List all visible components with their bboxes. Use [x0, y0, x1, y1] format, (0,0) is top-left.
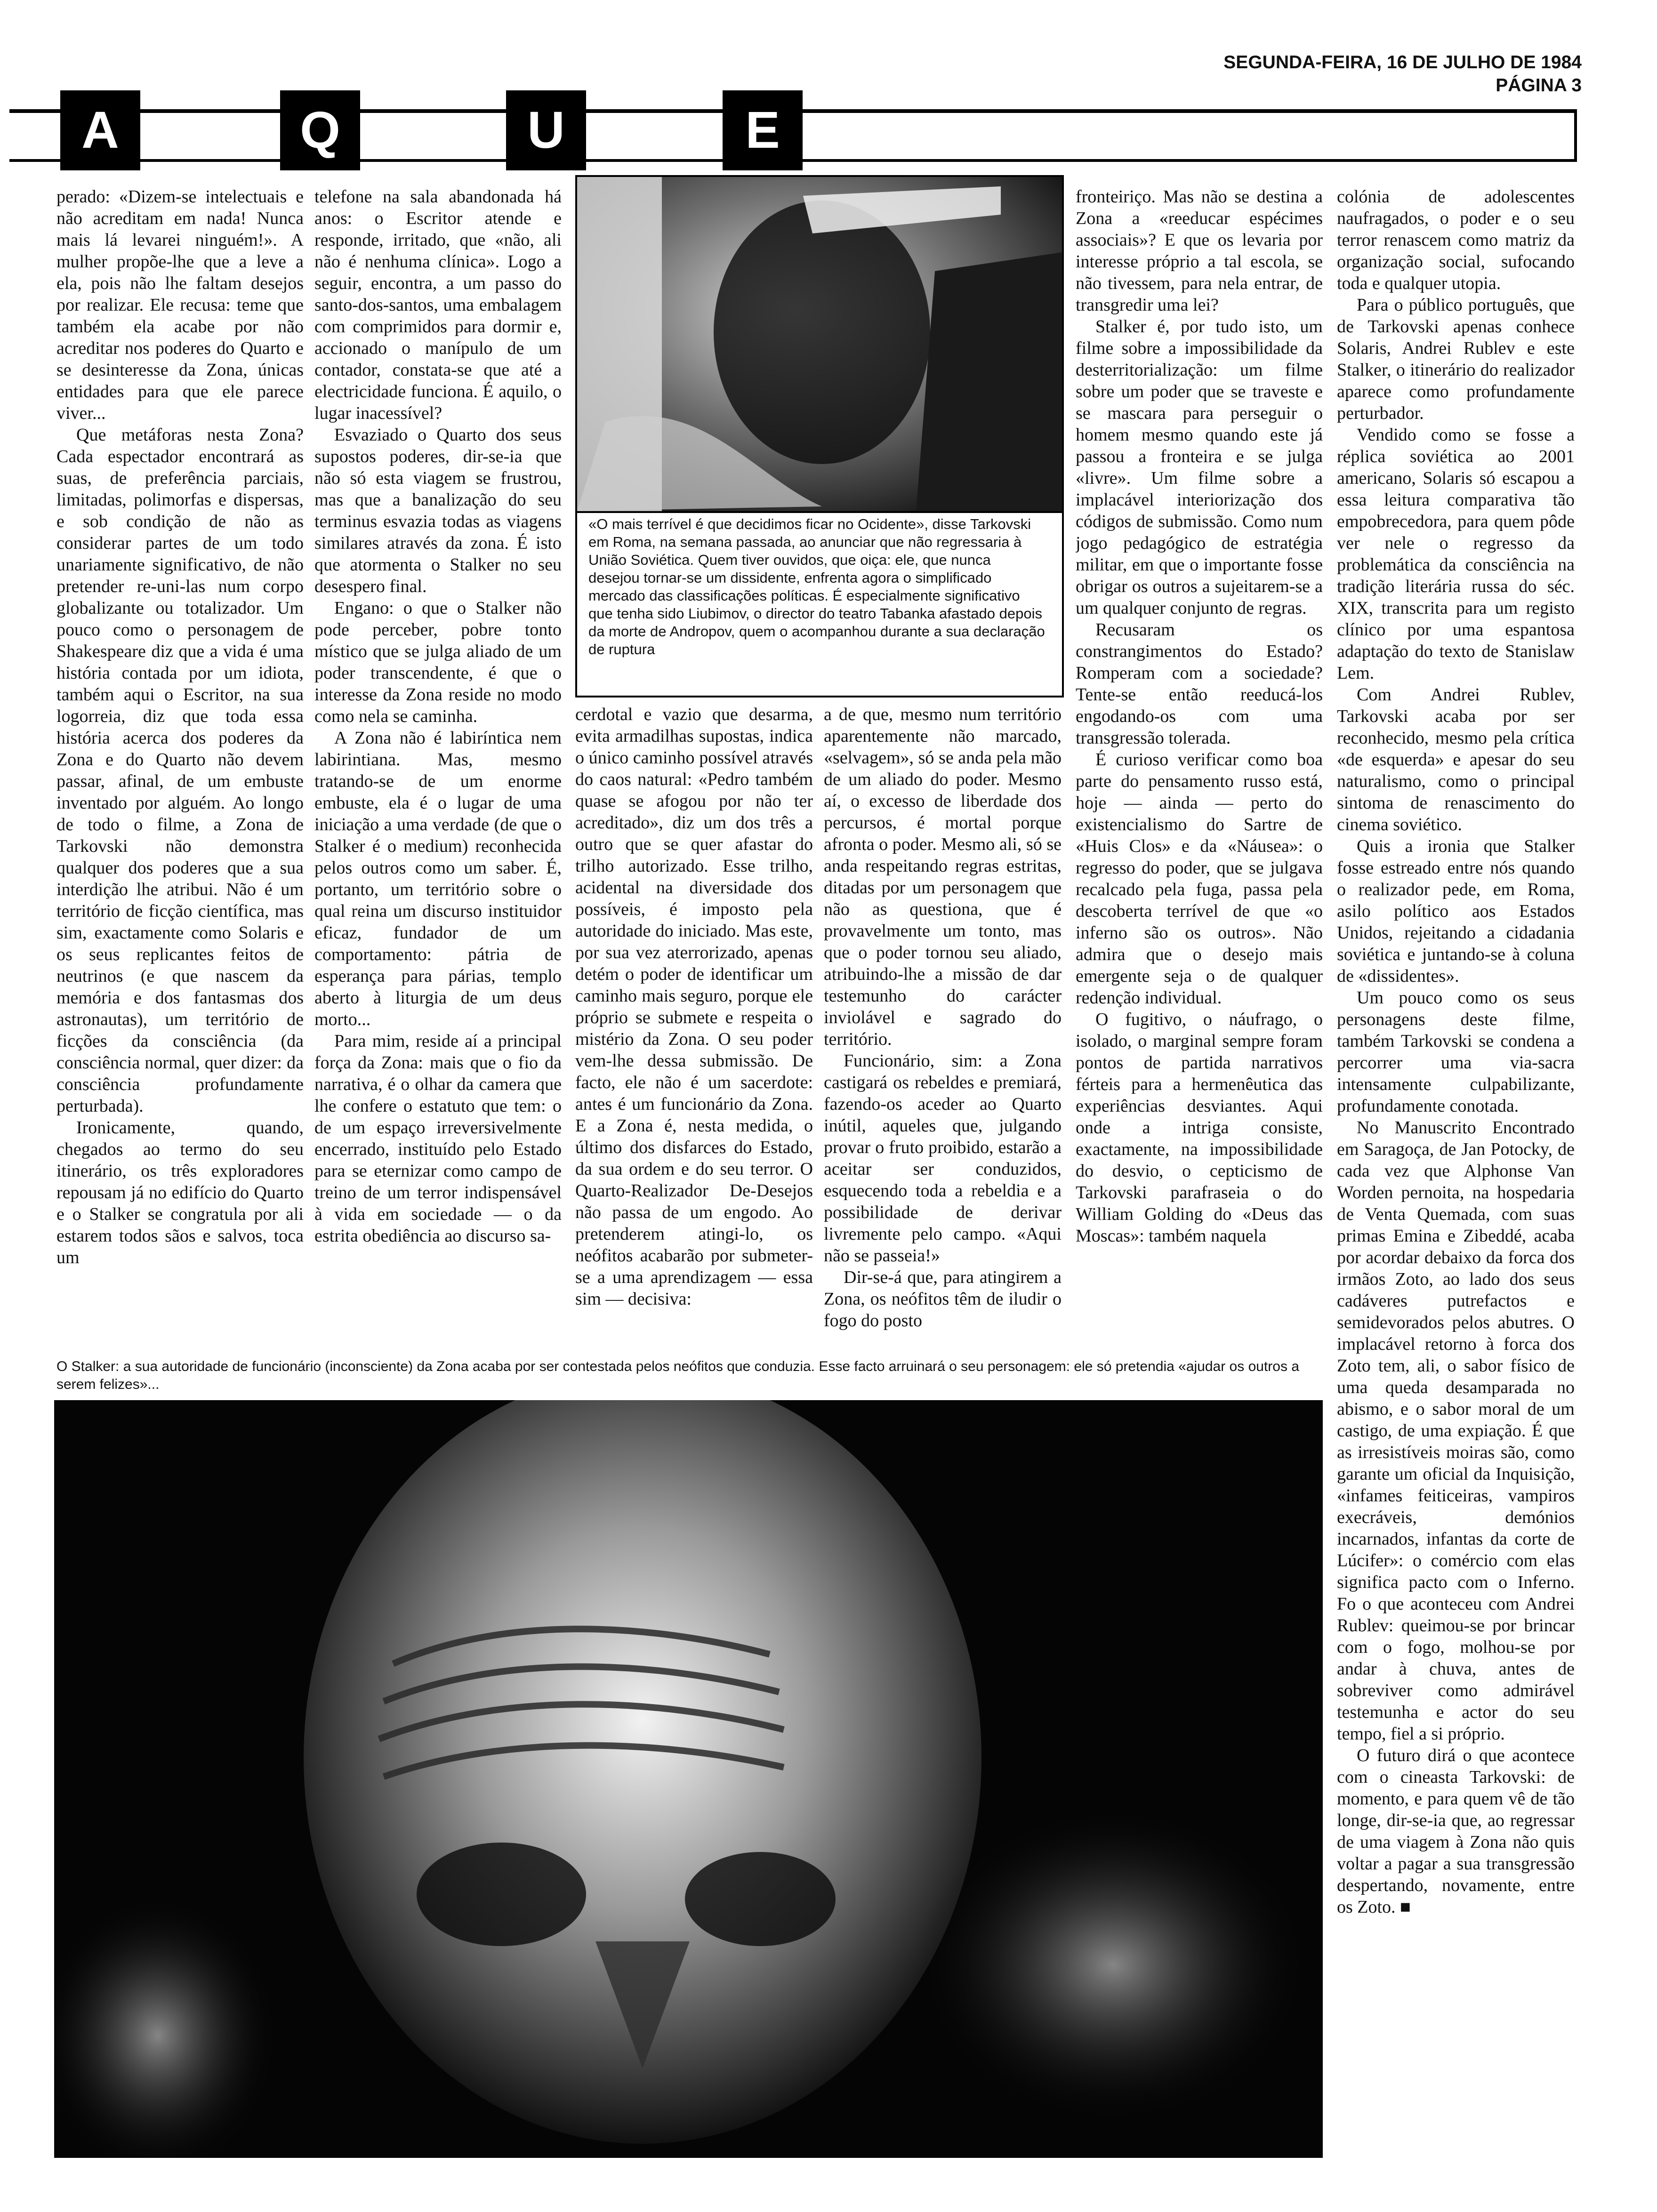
paragraph: Para mim, reside aí a principal força da Zona: mais que o fio da narrativa, é o olhar da camera que lhe confere o estatuto que tem: o de um espaço irreversivelmente encerrado, instituído pelo Estado para se eternizar como campo de treino de um terror indispensável à vida em sociedade — o da estrita obediência ao discurso sa- [314, 1031, 562, 1246]
article-column-3 [575, 704, 813, 1344]
paragraph: fronteiriço. Mas não se destina a Zona a «reeducar espécimes associais»? E que os levaria por interesse próprio a tal escola, se não tivessem, para nela entrar, de transgredir uma lei? [1076, 187, 1323, 315]
paragraph: Que metáforas nesta Zona? Cada espectador encontrará as suas, de preferência parciais, limitadas, polimorfas e dispersas, e sob condição de não as considerar partes de um todo unariamente significativo, de não pretender re-uni-las num corpo globalizante ou totalizador. Um pouco como o personagem de Shakespeare diz que a vida é uma história contada por um idiota, também aqui o Escritor, na sua logorreia, diz que toda essa história acerca dos poderes da Zona e do Quarto não devem passar, afinal, de um embuste inventado por alguém. Ao longo de todo o filme, a Zona de Tarkovski não demonstra qualquer dos poderes que a sua interdição lhe atribui. Não é um território de ficção científica, mas sim, exactamente como Solaris e os seus replicantes feitos de neutrinos (e que nascem da memória e dos fantasmas dos astronautas), um território de ficções da consciência (da consciência normal, quer dizer: da consciência profundamente perturbada). [56, 425, 304, 1116]
photo-illustration [54, 1400, 1323, 2158]
paragraph: Para o público português, que de Tarkovski apenas conhece Solaris, Andrei Rublev e este Stalker, o itinerário do realizador aparece como profundamente perturbador. [1337, 295, 1575, 423]
paragraph: Vendido como se fosse a réplica soviética ao 2001 americano, Solaris só escapou a essa leitura comparativa tão empobrecedora, para quem pôde ver nele o regresso da problemática da consciência na tradição literária russa do séc. XIX, transcrita para um registo clínico por uma espantosa adaptação do texto de Stanislaw Lem. [1337, 425, 1575, 683]
photo-illustration [577, 177, 1062, 511]
page-header [1223, 51, 1582, 97]
issue-date: SEGUNDA-FEIRA, 16 DE JULHO DE 1984 [1223, 52, 1582, 72]
paragraph: perado: «Dizem-se intelectuais e não acreditam em nada! Nunca mais lá levarei ninguém!». A mulher propõe-lhe que a leve a ela, pois não lhe faltam desejos por realizar. Ele recusa: teme que também ela acabe por não acreditar nos poderes do Quarto e se desinteresse da Zona, únicas entidades para que ele parece viver... [56, 187, 304, 423]
masthead-letter-u: U [506, 90, 586, 170]
masthead-letter-e: E [723, 90, 803, 170]
paragraph: Dir-se-á que, para atingirem a Zona, os neófitos têm de iludir o fogo do posto [824, 1267, 1062, 1330]
paragraph: colónia de adolescentes naufragados, o poder e o seu terror renascem como matriz da organização social, sufocando toda e qualquer utopia. [1337, 187, 1575, 293]
paragraph: É curioso verificar como boa parte do pensamento russo está, hoje — ainda — perto do existencialismo do Sartre de «Huis Clos» e da «Náusea»: o regresso do poder, que se julgava recalcado pela fuga, passa pela descoberta terrível de que «o inferno são os outros». Não admira que o desejo mais emergente seja o de qualquer redenção individual. [1076, 750, 1323, 1008]
masthead-letter-a: A [60, 90, 140, 170]
paragraph: a de que, mesmo num território aparentemente não marcado, «selvagem», só se anda pela mão de um aliado do poder. Mesmo aí, o excesso de liberdade dos percursos, é mortal porque afronta o poder. Mesmo ali, só se anda respeitando regras estritas, ditadas por um personagem que não as questiona, que é provavelmente um tonto, mas que o poder tornou seu aliado, atribuindo-lhe a missão de dar testemunho do carácter inviolável e sagrado do território. [824, 705, 1062, 1049]
masthead-letter-q: Q [280, 90, 360, 170]
bottom-photo-caption: O Stalker: a sua autoridade de funcionário (inconsciente) da Zona acaba por ser contestada pelos neófitos que conduzia. Esse facto arruinará o seu personagem: ele só pretendia «ajudar os outros a serem felizes»... [56, 1359, 1299, 1392]
article-column-5 [1076, 186, 1323, 1344]
paragraph: Ironicamente, quando, chegados ao termo do seu itinerário, os três exploradores repousam já no edifício do Quarto e o Stalker se congratula por ali estarem todos sãos e salvos, toca um [56, 1118, 304, 1267]
paragraph: telefone na sala abandonada há anos: o Escritor atende e responde, irritado, que «não, ali não é nenhuma clínica». Logo a seguir, encontra, a um passo do santo-dos-santos, uma embalagem com comprimidos para dormir e, accionado o manípulo de um contador, constata-se que até a electricidade funciona. É aquilo, o lugar inacessível? [314, 187, 562, 423]
article-column-4 [824, 704, 1062, 1344]
paragraph: A Zona não é labiríntica nem labirintiana. Mas, mesmo tratando-se de um enorme embuste, ela é o lugar de uma iniciação a uma verdade (de que o Stalker é o medium) reconhecida pelos outros como um saber. É, portanto, um território sobre o qual reina um discurso instituidor eficaz, fundador de um comportamento: pátria de esperança para párias, templo aberto à liturgia de um deus morto... [314, 728, 562, 1029]
article-column-2 [314, 186, 562, 1344]
top-photo-tarkovski [575, 175, 1064, 513]
right-border [1574, 109, 1577, 162]
paragraph: O fugitivo, o náufrago, o isolado, o marginal sempre foram pontos de partida narrativos férteis para a hermenêutica das experiências desviantes. Aqui onde a intriga consiste, exactamente, na impossibilidade do desvio, o cepticismo de Tarkovski parafraseia o do William Golding do «Deus das Moscas»: também naquela [1076, 1010, 1323, 1246]
paragraph: O futuro dirá o que acontece com o cineasta Tarkovski: de momento, e para quem vê de tão longe, dir-se-ia que, ao regressar de uma viagem à Zona não quis voltar a pagar a sua transgressão despertando, novamente, entre os Zoto. ■ [1337, 1746, 1575, 1917]
article-column-6 [1337, 186, 1575, 2116]
paragraph: Um pouco como os seus personagens deste filme, também Tarkovski se condena a percorrer uma via-sacra intensamente culpabilizante, profundamente conotada. [1337, 988, 1575, 1116]
paragraph: Esvaziado o Quarto dos seus supostos poderes, dir-se-ia que não só esta viagem se frustrou, mas que a banalização do seu terminus esvazia todas as viagens similares através da zona. É isto que atormenta o Stalker no seu desespero final. [314, 425, 562, 596]
caption-box-right [1062, 509, 1064, 697]
article-column-1 [56, 186, 304, 1344]
caption-box-left [575, 509, 577, 697]
paragraph: Engano: o que o Stalker não pode perceber, pobre tonto místico que se julga aliado de um poder transcendente, é que o interesse da Zona reside no modo como nela se caminha. [314, 598, 562, 726]
paragraph: Quis a ironia que Stalker fosse estreado entre nós quando o realizador pede, em Roma, asilo político aos Estados Unidos, rejeitando a cidadania soviética e juntando-se à coluna de «dissidentes». [1337, 836, 1575, 986]
bottom-photo-stalker [54, 1400, 1323, 2158]
paragraph: Com Andrei Rublev, Tarkovski acaba por ser reconhecido, mesmo pela crítica «de esquerda» e apesar do seu naturalismo, como o principal sintoma de renascimento do cinema soviético. [1337, 685, 1575, 834]
paragraph: Recusaram os constrangimentos do Estado? Romperam com a sociedade? Tente-se então reeducá-los engodando-os com uma transgressão tolerada. [1076, 620, 1323, 748]
paragraph: cerdotal e vazio que desarma, evita armadilhas supostas, indica o único caminho possível através do caos natural: «Pedro também quase se afogou por não ter acreditado», diz um dos três a outro que se quer afastar do trilho autorizado. Esse trilho, acidental na diversidade dos possíveis, é imposto pela autoridade do iniciado. Mas este, por sua vez aterrorizado, apenas detém o poder de identificar um caminho mais seguro, porque ele próprio se submete e respeita o mistério da Zona. O seu poder vem-lhe dessa submissão. De facto, ele não é um sacerdote: antes é um funcionário da Zona. E a Zona é, nesta medida, o último dos disfarces do Estado, da sua ordem e do seu terror. O Quarto-Realizador De-Desejos não passa de um engodo. Ao pretenderem atingi-lo, os neófitos acabarão por submeter-se a uma aprendizagem — essa sim — decisiva: [575, 705, 813, 1309]
top-photo-caption: «O mais terrível é que decidimos ficar no Ocidente», disse Tarkovski em Roma, na semana passada, ao anunciar que não regressaria à União Soviética. Quem tiver ouvidos, que oiça: ele, que nunca desejou tornar-se um dissidente, enfrenta agora o simplificado mercado das classificações políticas. É especialmente significativo que tenha sido Liubimov, o director do teatro Tabanka afastado depois da morte de Andropov, quem o acompanhou durante a sua declaração de ruptura [588, 516, 1045, 657]
paragraph: No Manuscrito Encontrado em Saragoça, de Jan Potocky, de cada vez que Alphonse Van Worden pernoita, na hospedaria de Venta Quemada, com suas primas Emina e Zibeddé, acaba por acordar debaixo da forca dos irmãos Zoto, ao lado dos seus cadáveres putrefactos e semidevorados pelos abutres. O implacável retorno à forca dos Zoto tem, ali, o sabor físico de uma queda desamparada no abismo, e o sabor moral de um castigo, de uma expiação. É que as irresistíveis moiras são, como garante um oficial da Inquisição, «infames feiticeiras, vampiros execráveis, demónios incarnados, infantas da corte de Lúcifer»: o comércio com elas significa pacto com o Inferno. Fo o que aconteceu com Andrei Rublev: queimou-se por brincar com o fogo, molhou-se por andar à chuva, antes de sobreviver como admirável testemunha e actor do seu tempo, fiel a si próprio. [1337, 1118, 1575, 1744]
paragraph: Funcionário, sim: a Zona castigará os rebeldes e premiará, fazendo-os aceder ao Quarto inútil, aqueles que, julgando provar o fruto proibido, estarão a aceitar ser conduzidos, esquecendo toda a rebeldia e a possibilidade de derivar livremente pelo campo. «Aqui não se passeia!» [824, 1051, 1062, 1266]
caption-box-border [575, 696, 1064, 697]
page-number: PÁGINA 3 [1496, 75, 1582, 96]
paragraph: Stalker é, por tudo isto, um filme sobre a impossibilidade da desterritorialização: um filme sobre um poder que se traveste e se mascara para perseguir o homem mesmo quando este já passou a fronteira e se julga «livre». Um filme sobre a implacável interiorização dos códigos de submissão. Como num jogo pedagógico de estratégia militar, em que o importante fosse obrigar os outros a sujeitarem-se a um qualquer conjunto de regras. [1076, 317, 1323, 618]
